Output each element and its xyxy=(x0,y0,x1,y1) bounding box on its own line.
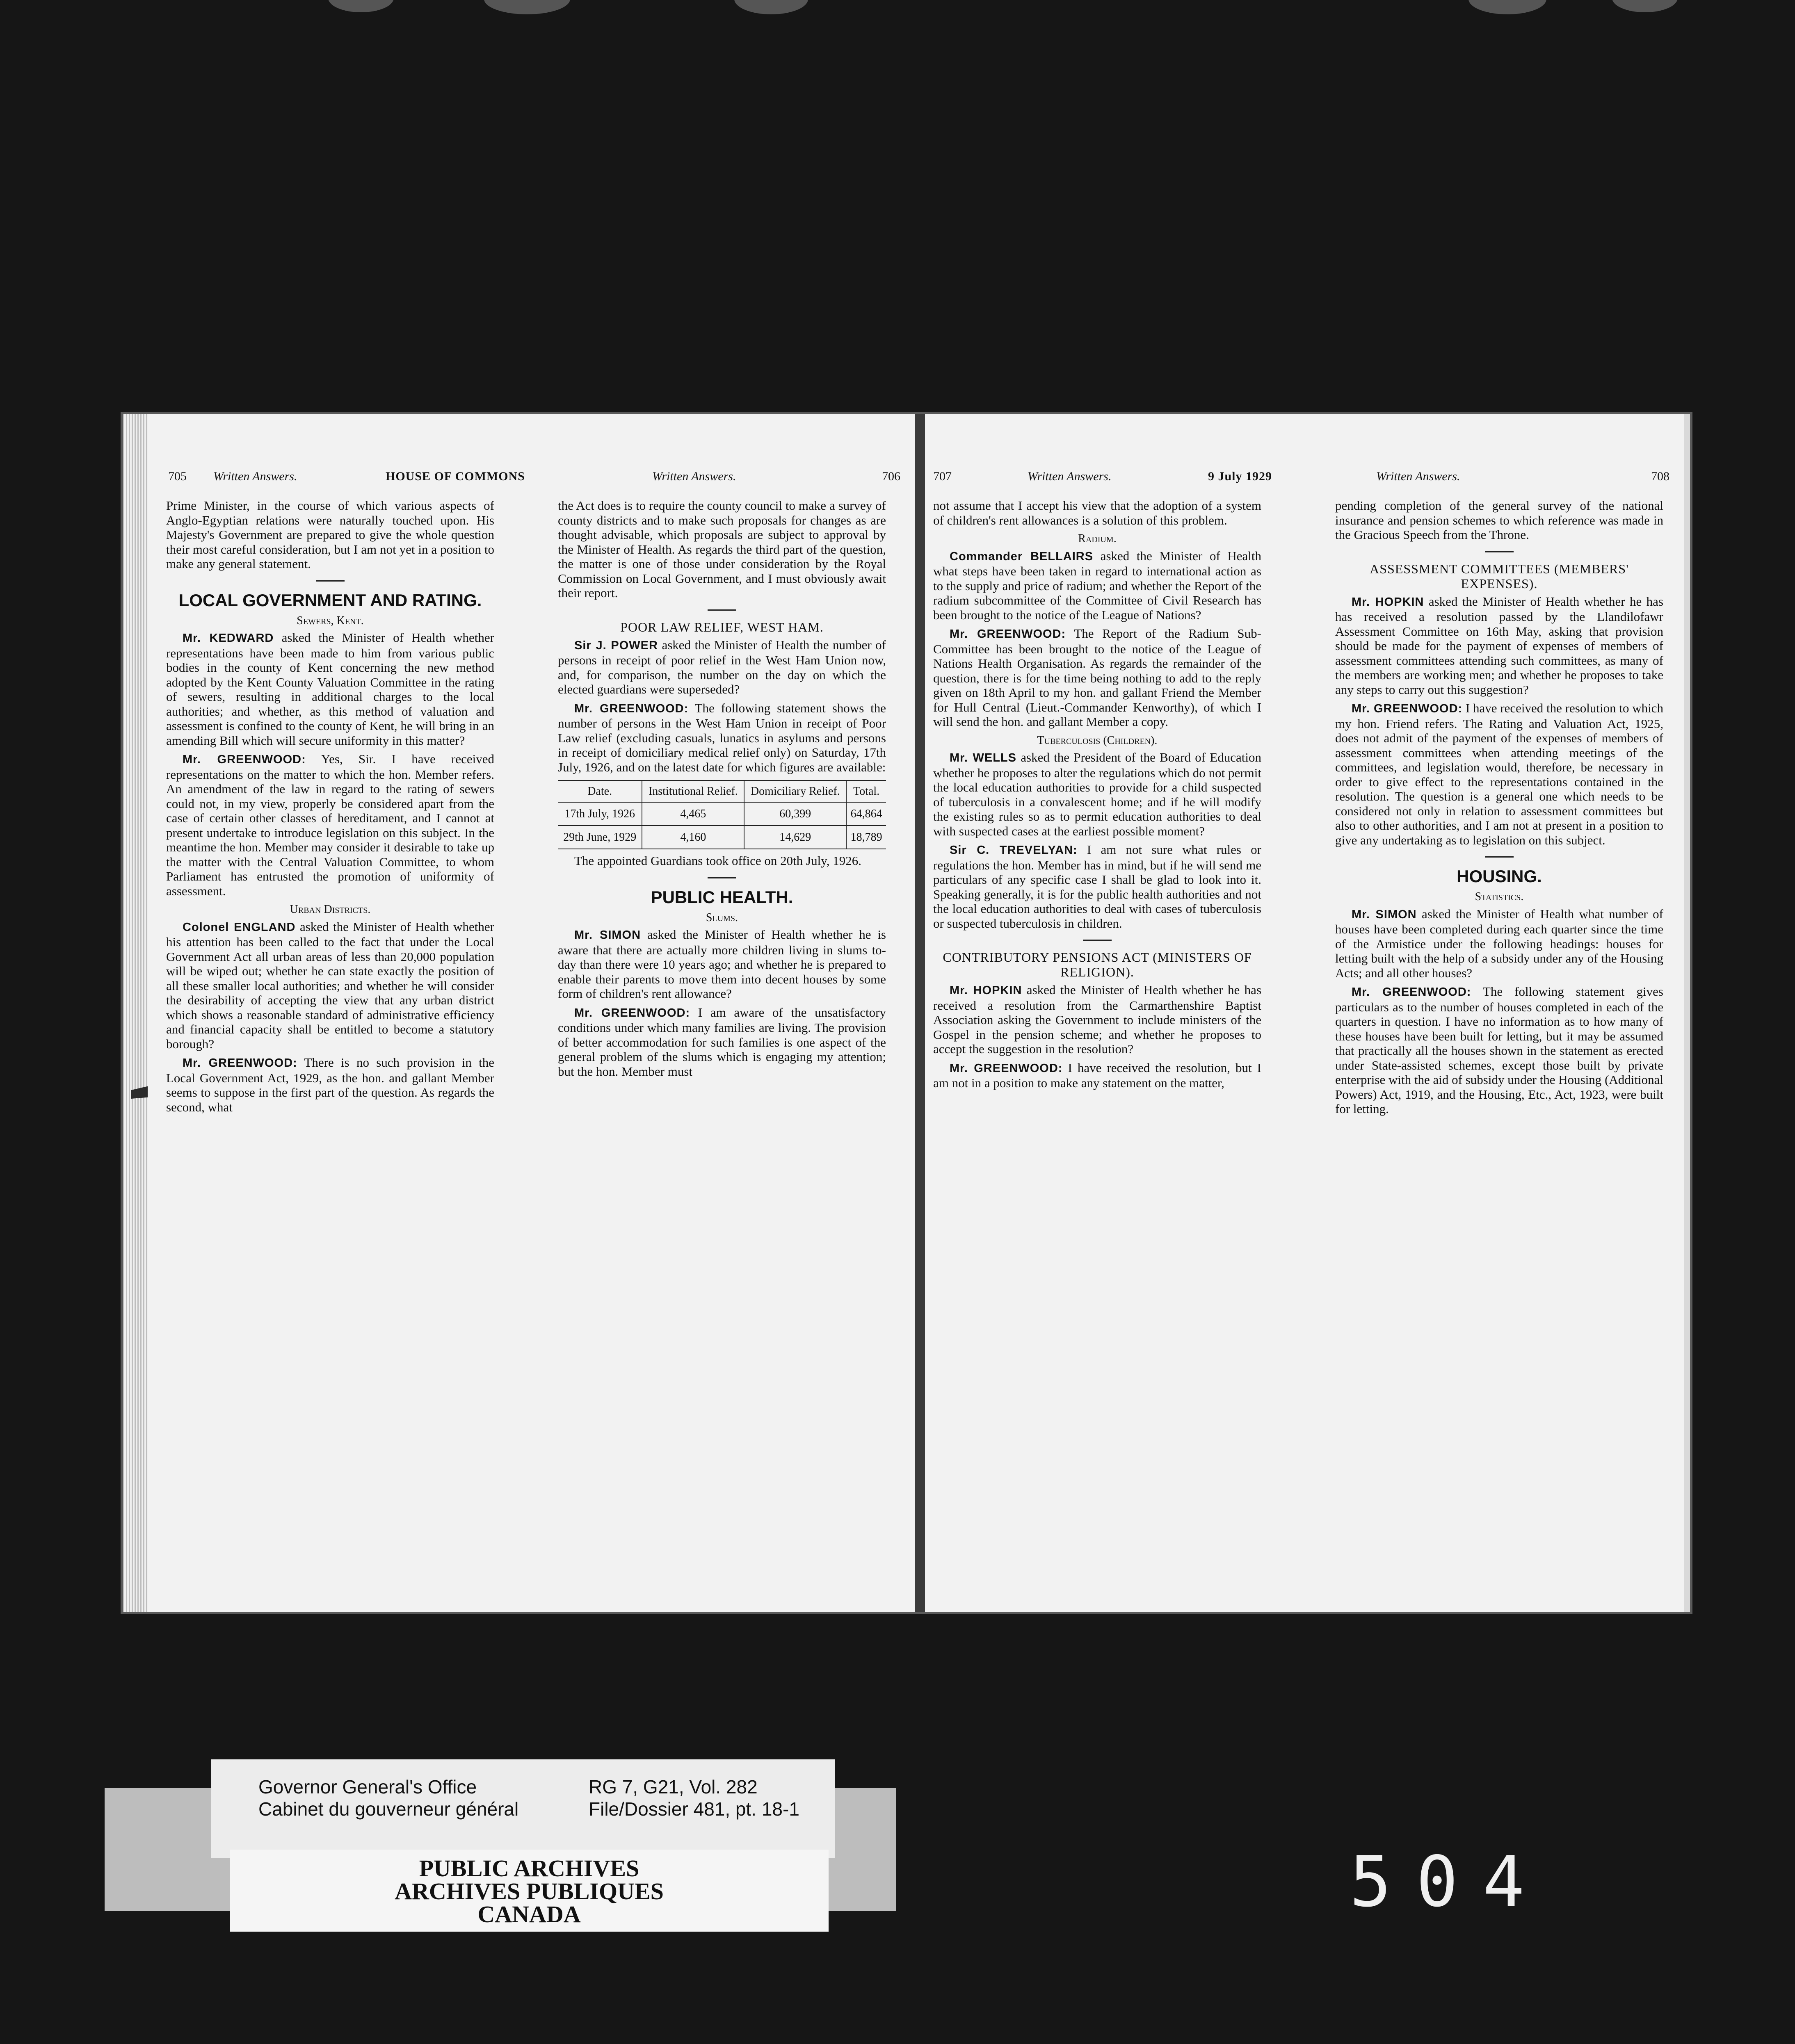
left-page xyxy=(148,414,915,1612)
page-number: 706 xyxy=(882,470,900,483)
speaker: Mr. GREENWOOD: xyxy=(574,1006,690,1020)
subheading: Radium. xyxy=(1078,532,1117,545)
answer xyxy=(933,626,1261,729)
page-header xyxy=(148,470,915,490)
speaker: Sir J. POWER xyxy=(574,639,658,652)
answer xyxy=(558,1005,886,1079)
answer-text: Yes, Sir. I have received representations on the matter to which the hon. Member refers. An amendment of the law in regard to the rating of sewers could not, in my view, properly be considered apart from the case of certain other classes of hereditament, and I cannot at present undertake to introduce legislation on this subject. In the meantime the hon. Member may consider it desirable to take up the matter with the Central Valuation Committee, to whom Parliament has entrusted the promotion of uniformity of assessment. xyxy=(166,752,494,898)
subheading: Statistics. xyxy=(1475,890,1524,903)
question xyxy=(933,750,1261,838)
question xyxy=(558,927,886,1001)
subheading: Tuberculosis (Children). xyxy=(1037,734,1158,747)
office-english: Governor General's Office xyxy=(258,1776,477,1798)
section-heading: HOUSING. xyxy=(1457,867,1542,886)
subheading: Urban Districts. xyxy=(290,903,371,916)
page-header xyxy=(925,470,1684,490)
archive-label xyxy=(211,1759,835,1858)
divider xyxy=(708,877,736,878)
speaker: Mr. GREENWOOD: xyxy=(183,753,306,766)
question-text: asked the President of the Board of Education whether he proposes to alter the regulations which do not permit the local education authorities to provide for a child suspected of tuberculosis in a convalescent home; and if he will modify the existing rules so as to permit education authorities to deal with suspected cases at the earliest possible moment? xyxy=(933,750,1261,838)
table-cell: 4,160 xyxy=(642,826,744,849)
speaker: Sir C. TREVELYAN: xyxy=(950,844,1078,857)
question xyxy=(166,630,494,748)
question-text: asked the Minister of Health whether he is aware that there are actually more children living in slums to-day than there were 10 years ago; and whether he is prepared to enable their parents to move them into decent houses by some form of children's rent allowance? xyxy=(558,927,886,1001)
question xyxy=(1335,594,1663,697)
speaker: Colonel ENGLAND xyxy=(183,920,296,934)
question xyxy=(933,549,1261,623)
running-head: Written Answers. xyxy=(1028,470,1112,483)
section-heading: PUBLIC HEALTH. xyxy=(651,887,793,907)
book-gutter xyxy=(915,414,925,1612)
answer xyxy=(933,842,1261,931)
answer xyxy=(166,752,494,898)
column-4 xyxy=(1335,498,1663,1120)
question-text: asked the Minister of Health whether he has received a resolution from the Carmarthenshire Baptist Association asking the Government to include ministers of the Gospel in the pension scheme; and whether he proposes to accept the suggestion in the resolution? xyxy=(933,983,1262,1056)
issue-date: 9 July 1929 xyxy=(1208,470,1272,483)
column-header: Domiciliary Relief. xyxy=(744,780,846,802)
column-2 xyxy=(558,498,886,1083)
stamp-line: ARCHIVES PUBLIQUES xyxy=(395,1878,664,1905)
stamp-line: PUBLIC ARCHIVES xyxy=(419,1855,639,1882)
column-1 xyxy=(166,498,494,1118)
page-number: 705 xyxy=(168,470,187,483)
open-book xyxy=(123,414,1690,1612)
speaker: Commander BELLAIRS xyxy=(950,550,1094,563)
speaker: Mr. WELLS xyxy=(950,751,1016,764)
reference-file: File/Dossier 481, pt. 18-1 xyxy=(589,1798,799,1820)
speaker: Mr. GREENWOOD: xyxy=(183,1056,297,1070)
question-text: asked the Minister of Health whether representations have been made to him from various public bodies in the county of Kent concerning the new method adopted by the Kent County Valuation Committee in the rating of sewers, resulting in additional charges to the local authorities; and whether, as this method of valuation and assessment is confined to the county of Kent, he will bring in an amending Bill which will secure uniformity in this matter? xyxy=(166,630,494,748)
speaker: Mr. GREENWOOD: xyxy=(1352,702,1463,715)
stamp-line: CANADA xyxy=(477,1901,581,1928)
question-text: asked the Minister of Health the number of persons in receipt of poor relief in the West Ham Union now, and, for comparison, the number on the day on which the elected guardians were superseded? xyxy=(558,637,886,696)
reference-volume: RG 7, G21, Vol. 282 xyxy=(589,1776,758,1798)
table-cell: 64,864 xyxy=(846,802,886,826)
answer-text: I have received the resolution to which my hon. Friend refers. The Rating and Valuation Act, 1925, does not admit of the payment of the expenses of members of assessment committees when attending meetings of the committees, and legislation would, therefore, be necessary in order to give effect to the representations contained in the resolution. The question is a general one which needs to be considered not only in relation to assessment committees but also to other authorities, and I am not at present in a position to give any undertaking as to legislation on this subject. xyxy=(1335,701,1664,847)
film-artifact xyxy=(1468,0,1546,14)
divider xyxy=(1485,856,1514,858)
right-page xyxy=(925,414,1684,1612)
speaker: Mr. GREENWOOD: xyxy=(1352,986,1471,999)
answer-text: The following statement shows the number of persons in the West Ham Union in receipt of Poor Law relief (excluding casuals, lunatics in asylums and persons in receipt of domiciliary medical relief only) on Saturday, 17th July, 1926, and on the latest date for which figures are available: xyxy=(558,700,886,774)
column-header: Institutional Relief. xyxy=(642,780,744,802)
table-row xyxy=(558,826,886,849)
divider xyxy=(708,609,736,611)
subheading: Sewers, Kent. xyxy=(297,614,364,627)
question xyxy=(1335,907,1663,981)
speaker: Mr. SIMON xyxy=(574,928,641,942)
column-header: Date. xyxy=(558,780,642,802)
running-head: Written Answers. xyxy=(213,470,297,483)
table-row xyxy=(558,802,886,826)
subheading: Slums. xyxy=(706,911,738,924)
paragraph: the Act does is to require the county council to make a survey of county districts and to make such proposals for changes as are thought advisable, which proposals are subject to approval by the Minister of Health. As regards the third part of the question, the matter is one of those under consideration by the Royal Commission on Local Government, and I must obviously await their report. xyxy=(558,498,886,600)
question-text: asked the Minister of Health what number of houses have been completed during each quarter since the time of the Armistice under the following headings: houses for letting built with the help of a subsidy under any of the Housing Acts; and all other houses? xyxy=(1335,906,1664,980)
answer xyxy=(933,1061,1261,1090)
answer-text: The Report of the Radium Sub-Committee has been brought to the notice of the League of Nations Health Organisation. As regards the remainder of the question, there is for the time being nothing to add to the reply given on 18th April to my hon. and gallant Friend the Member for Hull Central (Lieut.-Commander Kenworthy), of which I will send the hon. and gallant Member a copy. xyxy=(933,626,1261,729)
section-heading: LOCAL GOVERNMENT AND RATING. xyxy=(178,590,482,610)
column-3 xyxy=(933,498,1261,1095)
paragraph: not assume that I accept his view that the adoption of a system of children's rent allowances is a solution of this problem. xyxy=(933,498,1261,527)
speaker: Mr. GREENWOOD: xyxy=(950,1061,1063,1075)
page-number: 708 xyxy=(1651,470,1669,483)
running-head: Written Answers. xyxy=(652,470,736,483)
film-artifact xyxy=(734,0,808,14)
table-header-row xyxy=(558,780,886,802)
house-title: HOUSE OF COMMONS xyxy=(386,470,525,483)
answer xyxy=(1335,701,1663,847)
speaker: Mr. HOPKIN xyxy=(950,984,1022,997)
speaker: Mr. KEDWARD xyxy=(183,632,274,645)
paragraph: Prime Minister, in the course of which various aspects of Anglo-Egyptian relations were naturally touched upon. His Majesty's Government are prepared to give the whole question their most careful consideration, but I am not yet in a position to make any general statement. xyxy=(166,498,494,571)
answer-text: The following statement gives particulars as to the number of houses completed in each of the quarters in question. I have no information as to how many of these houses have been built for letting, but it may be assumed that practically all the houses shown in the statement as erected under State-assisted schemes, except those built by private enterprise with the aid of subsidy under the Housing (Additional Powers) Act, 1919, and the Housing, Etc., Act, 1923, were built for letting. xyxy=(1335,984,1663,1116)
divider xyxy=(316,580,345,582)
relief-table xyxy=(558,780,886,849)
film-artifact xyxy=(484,0,570,14)
answer xyxy=(1335,984,1663,1116)
question-text: asked the Minister of Health whether he has has received a resolution passed by the Llandilofawr Assessment Committee on 16th May, asking that provision should be made for the payment of expenses of members of assessment committees attending such committees, as many of the members are working men; and whether he proposes to take any steps to carry out this suggestion? xyxy=(1335,594,1664,697)
section-heading: POOR LAW RELIEF, WEST HAM. xyxy=(620,619,824,634)
question xyxy=(166,919,494,1052)
answer-text: There is no such provision in the Local Government Act, 1929, as the hon. and gallant Member seems to suppose in the first part of the question. As regards the second, what xyxy=(166,1055,494,1114)
section-heading: ASSESSMENT COMMITTEES (MEMBERS' EXPENSES). xyxy=(1370,561,1629,591)
table-cell: 17th July, 1926 xyxy=(558,802,642,826)
question xyxy=(558,638,886,697)
page-edges xyxy=(123,414,148,1612)
speaker: Mr. HOPKIN xyxy=(1352,595,1424,609)
answer-text: I am aware of the unsatisfactory conditions under which many families are living. The provision of better accommodation for such families is one aspect of the general problem of the slums which is engaging my attention; but the hon. Member must xyxy=(558,1005,886,1079)
answer xyxy=(558,701,886,775)
question-text: asked the Minister of Health whether his attention has been called to the fact that under the Local Government Act all urban areas of less than 20,000 population will be wiped out; whether he can state exactly the position of all these smaller local authorities; and whether he will consider the desirability of accepting the view that any urban district which shows a reasonable standard of administrative efficiency and financial capacity shall be entitled to become a statutory borough? xyxy=(166,919,494,1051)
office-french: Cabinet du gouverneur général xyxy=(258,1798,519,1820)
answer xyxy=(166,1055,494,1114)
film-artifact xyxy=(1612,0,1678,12)
film-artifact xyxy=(328,0,394,12)
table-cell: 29th June, 1929 xyxy=(558,826,642,849)
frame-number: 504 xyxy=(1350,1841,1550,1923)
table-cell: 4,465 xyxy=(642,802,744,826)
answer-text: I have received the resolution, but I am not in a position to make any statement on the matter, xyxy=(933,1060,1262,1090)
divider xyxy=(1083,940,1112,941)
table-cell: 18,789 xyxy=(846,826,886,849)
question xyxy=(933,983,1261,1056)
section-heading: CONTRIBUTORY PENSIONS ACT (MINISTERS OF RELIGION). xyxy=(943,950,1252,979)
speaker: Mr. GREENWOOD: xyxy=(950,627,1066,641)
table-cell: 60,399 xyxy=(744,802,846,826)
divider xyxy=(1485,551,1514,552)
speaker: Mr. SIMON xyxy=(1352,908,1417,921)
table-cell: 14,629 xyxy=(744,826,846,849)
paragraph: pending completion of the general survey of the national insurance and pension schemes to which reference was made in the Gracious Speech from the Throne. xyxy=(1335,498,1663,542)
column-header: Total. xyxy=(846,780,886,802)
answer-text: I am not sure what rules or regulations the hon. Member has in mind, but if he will send me particulars of any specific case I shall be glad to look into it. Speaking generally, it is for the public health authorities and not the local education authorities to deal with cases of tuberculosis or suspected tuberculosis in children. xyxy=(933,842,1262,931)
page-number: 707 xyxy=(933,470,952,483)
table-note: The appointed Guardians took office on 20th July, 1926. xyxy=(574,853,861,868)
question-text: asked the Minister of Health what steps have been taken in regard to international action as to the supply and price of radium; and whether the Report of the radium subcommittee of the Committee of Civil Research has been brought to the notice of the League of Nations? xyxy=(933,548,1261,622)
archives-stamp xyxy=(230,1850,829,1932)
running-head: Written Answers. xyxy=(1376,470,1460,483)
speaker: Mr. GREENWOOD: xyxy=(574,702,689,715)
